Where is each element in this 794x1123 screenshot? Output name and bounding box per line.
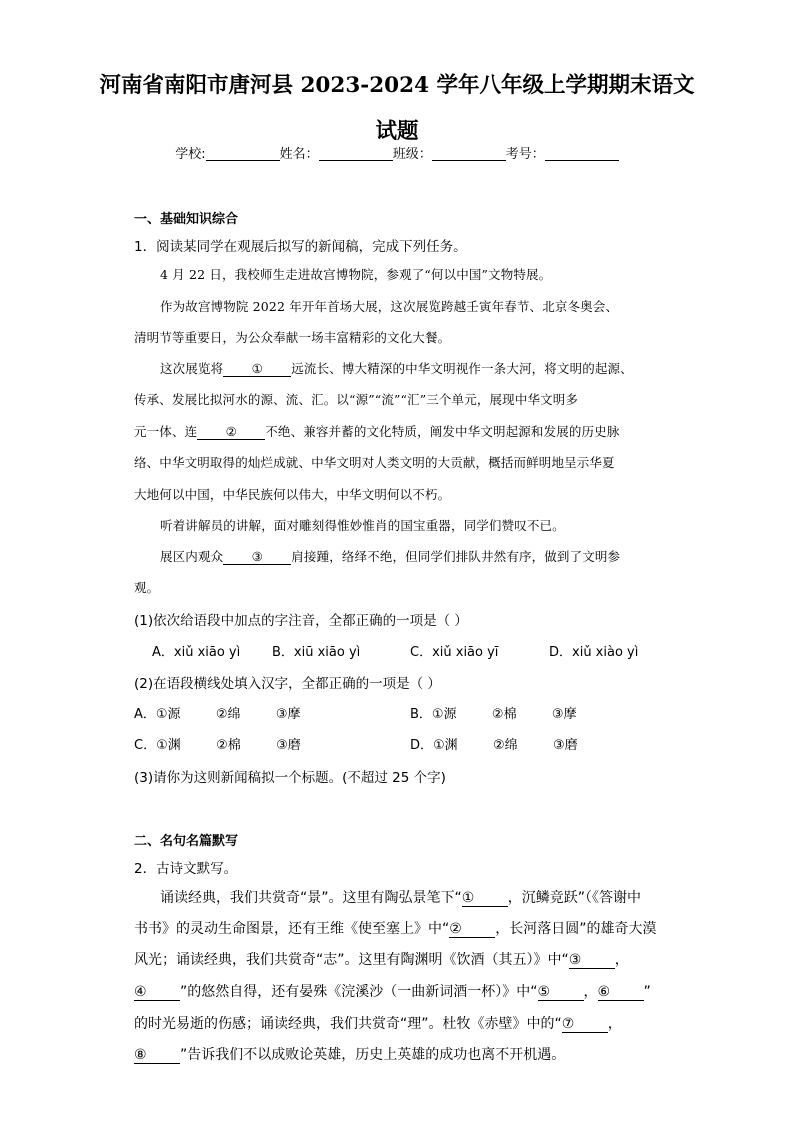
news-paragraph-2-line-1: 作为故宫博物院 2022 年开年首场大展，这次展览跨越壬寅年春节、北京冬奥会、 xyxy=(160,299,619,314)
sub1-option-a[interactable]: A．xiǔ xiāo yì xyxy=(152,645,241,660)
news-paragraph-5-line-2: 观。 xyxy=(134,580,160,595)
option-letter: A． xyxy=(134,707,156,722)
question-2-stem: 2．古诗文默写。 xyxy=(134,861,238,877)
class-label: 班级： xyxy=(392,147,432,162)
text-segment: 元一体、连 xyxy=(134,424,198,439)
poem-blank-7[interactable]: ⑦ xyxy=(562,1016,608,1033)
news-paragraph-3-line-4: 络、中华文明取得的灿烂成就、中华文明对人类文明的大贡献，概括而鲜明地呈示华夏 xyxy=(134,455,615,470)
news-paragraph-3-line-5: 大地何以中国，中华民族何以伟大，中华文明何以不朽。 xyxy=(134,487,451,502)
text-segment: ， xyxy=(607,1016,622,1032)
news-paragraph-4: 听着讲解员的讲解，面对雕刻得惟妙惟肖的国宝重器，同学们赞叹不已。 xyxy=(160,518,565,533)
question-1-stem: 1．阅读某同学在观展后拟写的新闻稿，完成下列任务。 xyxy=(134,239,467,255)
poem-paragraph-line-2 xyxy=(134,918,657,938)
option-letter: D． xyxy=(410,738,434,753)
text-segment: 肩接踵，络绎不绝，但同学们排队井然有序，做到了文明参 xyxy=(291,549,621,564)
sub2-option-d[interactable] xyxy=(410,734,578,753)
text-segment: 远流长、博大精深的中华文明视作一条大河，将文明的起源、 xyxy=(291,361,633,376)
option-choice-2: ②绵 xyxy=(215,707,241,722)
sub2-option-b[interactable] xyxy=(410,703,577,722)
name-label: 姓名： xyxy=(279,147,319,162)
poem-paragraph-line-5 xyxy=(134,1013,622,1033)
poem-blank-2[interactable]: ② xyxy=(449,921,495,938)
poem-blank-6[interactable]: ⑥ xyxy=(598,984,644,1001)
text-segment: 书书》的灵动生命图景，还有王维《使至塞上》中“ xyxy=(134,921,450,937)
news-paragraph-2-line-2: 清明节等重要日，为公众奉献一场丰富精彩的文化大餐。 xyxy=(134,330,451,345)
news-paragraph-5-line-1 xyxy=(160,547,620,565)
fill-blank-2[interactable]: ② xyxy=(197,424,265,440)
news-paragraph-1: 4 月 22 日，我校师生走进故宫博物院，参观了“何以中国”文物特展。 xyxy=(160,267,552,282)
sub1-option-b[interactable]: B．xiū xiāo yì xyxy=(272,645,361,660)
text-segment: 展区内观众 xyxy=(160,549,224,564)
sub2-option-c[interactable] xyxy=(134,734,301,753)
option-choice-2: ②棉 xyxy=(491,707,517,722)
option-choice-3: ③摩 xyxy=(551,707,577,722)
option-choice-1: ①渊 xyxy=(156,738,181,753)
fill-blank-3[interactable]: ③ xyxy=(223,549,291,565)
option-letter: B． xyxy=(410,707,432,722)
poem-paragraph-line-3 xyxy=(134,949,629,969)
student-info-row xyxy=(0,143,794,162)
poem-blank-3[interactable]: ③ xyxy=(569,952,615,969)
text-segment: ， xyxy=(614,952,629,968)
class-blank[interactable] xyxy=(432,146,506,161)
option-choice-1: ①源 xyxy=(431,707,457,722)
number-blank[interactable] xyxy=(545,146,619,161)
poem-blank-1[interactable]: ① xyxy=(462,890,508,907)
sub1-option-d[interactable]: D．xiǔ xiào yì xyxy=(549,645,639,660)
text-segment: ，长河落日圆”的雄奇大漠 xyxy=(495,921,657,937)
poem-blank-5[interactable]: ⑤ xyxy=(538,984,584,1001)
school-blank[interactable] xyxy=(206,146,280,161)
text-segment: ”的悠然自得，还有晏殊《浣溪沙（一曲新词酒一杯）》中“ xyxy=(180,984,538,1000)
text-segment: 诵读经典，我们共赏奇“景”。这里有陶弘景笔下“ xyxy=(160,890,462,906)
news-paragraph-3-line-2: 传承、发展比拟河水的源、流、汇。以“源”“流”“汇”三个单元，展现中华文明多 xyxy=(134,392,579,407)
text-segment: 不绝、兼容并蓄的文化特质，阐发中华文明起源和发展的历史脉 xyxy=(265,424,620,439)
text-segment: ，沉鳞竞跃”（《答谢中 xyxy=(507,890,642,906)
number-label: 考号： xyxy=(505,147,545,162)
name-blank[interactable] xyxy=(319,146,393,161)
poem-paragraph-line-4 xyxy=(134,981,651,1001)
option-choice-1: ①源 xyxy=(155,707,181,722)
text-segment: ， xyxy=(583,984,598,1000)
sub-question-2: (2)在语段横线处填入汉字，全都正确的一项是（ ） xyxy=(134,676,441,692)
option-choice-1: ①渊 xyxy=(433,738,458,753)
option-choice-2: ②绵 xyxy=(493,738,518,753)
sub2-option-a[interactable] xyxy=(134,703,301,722)
text-segment: 的时光易逝的伤感；诵读经典，我们共赏奇“理”。杜牧《赤壁》中的“ xyxy=(134,1016,562,1032)
poem-blank-4[interactable]: ④ xyxy=(134,984,180,1001)
sub1-option-c[interactable]: C．xiǔ xiāo yī xyxy=(410,645,499,660)
text-segment: 这次展览将 xyxy=(160,361,224,376)
exam-title-line-1: 河南省南阳市唐河县 2023-2024 学年八年级上学期期末语文 xyxy=(99,73,695,98)
text-segment: ”告诉我们不以成败论英雄，历史上英雄的成功也离不开机遇。 xyxy=(180,1047,566,1063)
poem-paragraph-line-1 xyxy=(160,887,641,907)
exam-title-line-2: 试题 xyxy=(375,119,419,144)
section-1-heading: 一、基础知识综合 xyxy=(134,212,239,227)
news-paragraph-3-line-3 xyxy=(134,422,619,440)
option-choice-2: ②棉 xyxy=(216,738,241,753)
fill-blank-1[interactable]: ① xyxy=(223,361,291,377)
option-choice-3: ③摩 xyxy=(275,707,301,722)
sub-question-1: (1)依次给语段中加点的字注音，全都正确的一项是（ ） xyxy=(134,613,468,629)
section-2-heading: 二、名句名篇默写 xyxy=(134,834,239,849)
news-paragraph-3-line-1 xyxy=(160,359,633,377)
option-choice-3: ③磨 xyxy=(553,738,578,753)
text-segment: 风光；诵读经典，我们共赏奇“志”。这里有陶渊明《饮酒（其五）》中“ xyxy=(134,952,569,968)
poem-paragraph-line-6 xyxy=(134,1044,565,1064)
option-choice-3: ③磨 xyxy=(276,738,301,753)
sub-question-3: (3)请你为这则新闻稿拟一个标题。(不超过 25 个字) xyxy=(134,770,446,786)
text-segment: ” xyxy=(643,984,651,1000)
school-label: 学校: xyxy=(175,147,206,162)
option-letter: C． xyxy=(134,738,157,753)
poem-blank-8[interactable]: ⑧ xyxy=(134,1047,180,1064)
